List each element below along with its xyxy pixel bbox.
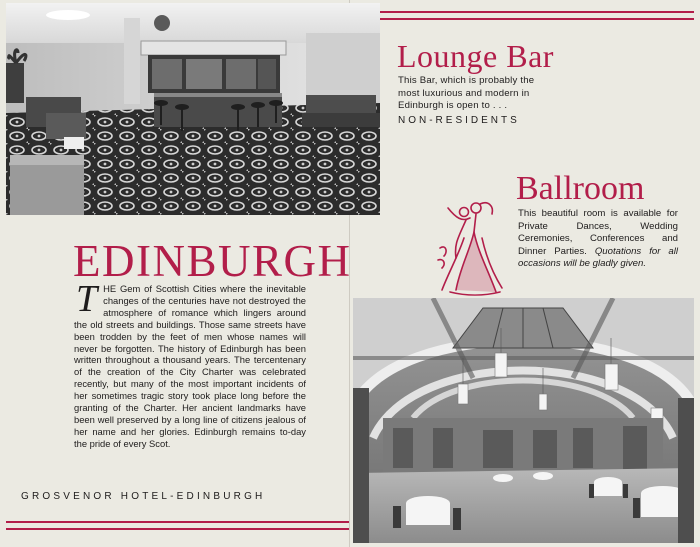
ballroom-heading: Ballroom (516, 170, 645, 207)
bottom-rule-2 (6, 528, 349, 530)
lounge-bar-description (398, 75, 553, 127)
dancing-couple-illustration (436, 198, 506, 298)
top-rule-2 (380, 18, 694, 20)
edinburgh-history-text (74, 278, 306, 450)
hotel-name-footer: GROSVENOR HOTEL-EDINBURGH (21, 491, 266, 502)
drop-cap-letter: T (76, 278, 98, 320)
top-rule-1 (380, 11, 694, 13)
ballroom-photo-art (353, 298, 694, 543)
ballroom-photo (353, 298, 694, 543)
ballroom-quotation-note: Quotations for all occasions will be gladly given. (518, 245, 679, 270)
ballroom-description (518, 208, 678, 271)
edinburgh-body: HE Gem of Scottish Cities where the inevitable changes of the centuries have not destroyed the atmosphere of romance which lingers around the old streets and buildings. Those same streets have been trodden by the feet of men whose names will never be forgotten. The history of Edinburgh has been written throughout a thousand years. The tercentenary of the creation of the City Charter was celebrated recently, but many of the most important incidents of her sometimes tragic story took place long before the granting of the Charter. Her ancient landmarks have been well preserved by a long line of citizens jealous of her name and her glories. Edinburgh remains to-day the pride of every Scot. (74, 283, 306, 449)
lounge-bar-photo-art (6, 3, 380, 215)
lounge-bar-heading: Lounge Bar (397, 38, 554, 74)
non-residents-label: NON-RESIDENTS (398, 114, 520, 126)
lounge-line-3: Edinburgh is open to . . . (398, 100, 508, 112)
ballroom-body: This beautiful room is available for Private Dances, Wedding Ceremonies, Conferences and Dinner Parties. (518, 208, 678, 257)
edinburgh-heading: EDINBURGH (73, 236, 352, 286)
lounge-bar-photo (6, 3, 380, 215)
lounge-line-1: This Bar, which is probably the (398, 75, 535, 86)
lounge-line-2: most luxurious and modern in (398, 87, 530, 99)
bottom-rule-1 (6, 521, 349, 523)
